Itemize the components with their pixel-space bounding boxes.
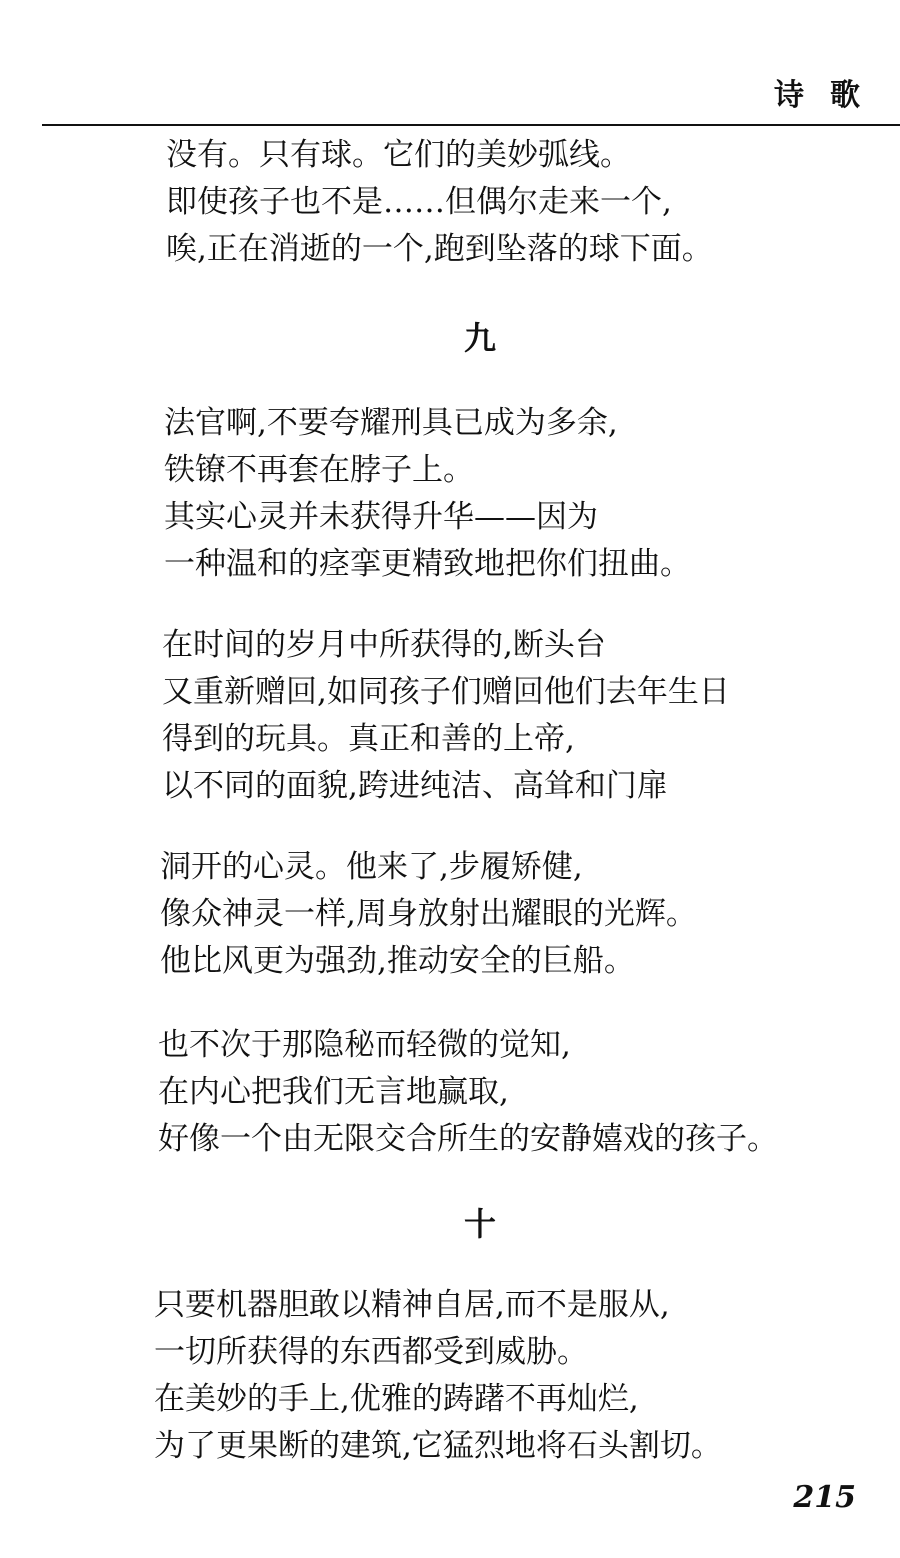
- running-header-title: 诗歌: [774, 78, 886, 113]
- poem-line: 在内心把我们无言地赢取,: [158, 1074, 509, 1110]
- section-number-9: 九: [463, 319, 496, 357]
- poem-line: 为了更果断的建筑,它猛烈地将石头割切。: [154, 1428, 722, 1464]
- poem-line: 唉,正在消逝的一个,跑到坠落的球下面。: [166, 231, 713, 267]
- poem-line: 法官啊,不要夸耀刑具已成为多余,: [164, 405, 618, 441]
- poem-line: 以不同的面貌,跨进纯洁、高耸和门扉: [162, 768, 668, 804]
- poem-line: 在美妙的手上,优雅的踌躇不再灿烂,: [154, 1381, 639, 1417]
- poem-line: 他比风更为强劲,推动安全的巨船。: [160, 943, 635, 979]
- poem-line: 在时间的岁月中所获得的,断头台: [162, 627, 606, 663]
- poem-line: 一种温和的痉挛更精致地把你们扭曲。: [164, 546, 691, 582]
- poem-line: 也不次于那隐秘而轻微的觉知,: [158, 1027, 571, 1063]
- stanza-10-1: [154, 1282, 722, 1470]
- stanza-9-4: [158, 1022, 778, 1163]
- poem-line: 好像一个由无限交合所生的安静嬉戏的孩子。: [158, 1121, 778, 1157]
- page-number: 215: [793, 1480, 856, 1515]
- poem-line: 得到的玩具。真正和善的上帝,: [162, 721, 575, 757]
- poem-line: 一切所获得的东西都受到威胁。: [154, 1334, 588, 1370]
- poem-line: 像众神灵一样,周身放射出耀眼的光辉。: [160, 896, 697, 932]
- poem-line: 洞开的心灵。他来了,步履矫健,: [160, 849, 583, 885]
- stanza-9-2: [162, 622, 730, 810]
- poem-line: 其实心灵并未获得升华——因为: [164, 499, 598, 535]
- header-rule: [42, 124, 900, 126]
- stanza-continued: [166, 132, 713, 273]
- poem-line: 即使孩子也不是……但偶尔走来一个,: [166, 184, 672, 220]
- poem-line: 没有。只有球。它们的美妙弧线。: [166, 137, 631, 173]
- stanza-9-3: [160, 844, 697, 985]
- poem-line: 又重新赠回,如同孩子们赠回他们去年生日: [162, 674, 730, 710]
- section-number-10: 十: [463, 1205, 496, 1243]
- stanza-9-1: [164, 400, 691, 588]
- poem-line: 只要机器胆敢以精神自居,而不是服从,: [154, 1287, 670, 1323]
- poem-line: 铁镣不再套在脖子上。: [164, 452, 474, 488]
